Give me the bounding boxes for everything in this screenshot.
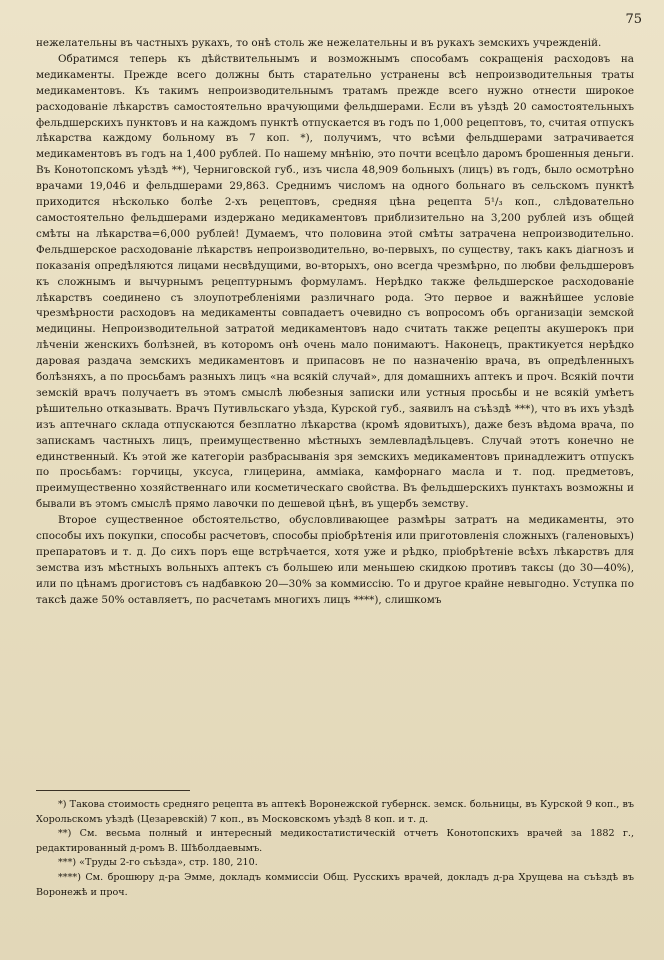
footnote-1: *) Такова стоимость средняго рецепта въ аптекѣ Воронежской губернск. земск. больницы, въ Курской 9 коп., въ Хорольскомъ уѣздѣ (Цезаревскій) 7 коп., въ Московскомъ уѣздѣ 8 коп. и т. д. [36,799,634,825]
footnote-4: ****) См. брошюру д-ра Эмме, докладъ коммиссіи Общ. Русскихъ врачей, докладъ д-ра Хрущева на съѣздѣ въ Воронежѣ и проч. [36,871,634,898]
footnote-2: **) См. весьма полный и интересный медикостатистическій отчетъ Конотопскихъ врачей за 1882 г., редактированный д-ромъ В. Шѣболдаевымъ. [36,828,634,854]
footnote-divider [36,790,190,791]
footnotes [36,798,634,900]
footnote-3: ***) «Труды 2-го съѣзда», стр. 180, 210. [58,857,258,869]
paragraph-medicine-expenses: Обратимся теперь къ дѣйствительнымъ и возможнымъ способамъ сокращенія расходовъ на медикаменты. Прежде всего должны быть старательно устранены всѣ непроизводительныя траты медикаментовъ. Къ такимъ непроизводительнымъ тратамъ прежде всего нужно отнести широкое расходованіе лѣкарствъ самостоятельно врачующими фельдшерами. Если въ уѣздѣ 20 самостоятельныхъ фельдшерскихъ пунктовъ и на каждомъ пунктѣ отпускается въ годъ по 1,000 рецептовъ, то, считая отпускъ лѣкарства каждому больному въ 7 коп. *), получимъ, что всѣми фельдшерами затрачивается медикаментовъ въ годъ на 1,400 рублей. По нашему мнѣнію, это почти всецѣло даромъ брошенныя деньги. Въ Конотопскомъ уѣздѣ **), Черниговской губ., изъ числа 48,909 больныхъ (лицъ) въ годъ, было осмотрѣно врачами 19,046 и фельдшерами 29,863. Среднимъ числомъ на одного больнаго въ сельскомъ пунктѣ приходится нѣсколько болѣе 2-хъ рецептовъ, средняя цѣна рецепта 5¹/₃ коп., слѣдовательно самостоятельно фельдшерами издержано медикаментовъ приблизительно на 3,200 рублей изъ общей смѣты на лѣкарства=6,000 рублей! Думаемъ, что половина этой смѣты затрачена непроизводительно. Фельдшерское расходованіе лѣкарствъ непроизводительно, во-первыхъ, по существу, такъ какъ діагнозъ и показанія опредѣляются лицами несвѣдущими, во-вторыхъ, оно всегда чрезмѣрно, по любви фельдшеровъ къ сложнымъ и вычурнымъ рецептурнымъ формуламъ. Нерѣдко также фельдшерское расходованіе лѣкарствъ соединено съ злоупотребленіями различнаго рода. Это первое и важнѣйшее условіе чрезмѣрности расходовъ на медикаменты совпадаетъ очевидно съ вопросомъ объ организаціи земской медицины. Непроизводительной затратой медикаментовъ надо считать также рецепты акушерокъ при лѣченіи женскихъ болѣзней, въ которомъ онѣ очень мало понимаютъ. Наконецъ, практикуется нерѣдко даровая раздача земскихъ медикаментовъ и припасовъ не по назначенію врача, въ опредѣленныхъ болѣзняхъ, а по просьбамъ разныхъ лицъ «на всякій случай», для домашнихъ аптекъ и проч. Всякій почти земскій врачъ получаетъ въ этомъ смыслѣ любезныя записки или устныя просьбы и не всякій умѣетъ рѣшительно отказывать. Врачъ Путивльскаго уѣзда, Курской губ., заявилъ на съѣздѣ ***), что въ ихъ уѣздѣ изъ аптечнаго склада отпускаются безплатно лѣкарства (кромѣ ядовитыхъ), даже безъ вѣдома врача, по запискамъ частныхъ лицъ, преимущественно мѣстныхъ землевладѣльцевъ. Случай этотъ конечно не единственный. Къ этой же категоріи разбрасыванія зря земскихъ медикаментовъ принадлежитъ отпускъ по просьбамъ: горчицы, уксуса, глицерина, аммiака, камфорнаго масла и т. под. предметовъ, преимущественно хозяйственнаго или косметическаго свойства. Въ фельдшерскихъ пунктахъ возможны и бывали въ этомъ смыслѣ прямо лавочки по дешевой цѣнѣ, въ ущербъ земству. [36,52,635,511]
paragraph-purchase-methods: Второе существенное обстоятельство, обусловливающее размѣры затратъ на медикаменты, это способы ихъ покупки, способы расчетовъ, способы пріобрѣтенія или приготовленія сложныхъ (галеновыхъ) препаратовъ и т. д. До сихъ поръ еще встрѣчается, хотя уже и рѣдко, пріобрѣтеніе всѣхъ лѣкарствъ для земства изъ мѣстныхъ вольныхъ аптекъ съ большею или меньшею скидкою противъ таксы (до 30—40%), или по цѣнамъ дрогистовъ съ надбавкою 20—30% за коммиссію. То и другое крайне невыгодно. Уступка по таксѣ даже 50% оставляетъ, по расчетамъ многихъ лицъ ****), слишкомъ [36,514,634,606]
main-text [36,36,634,609]
paragraph-continuation: нежелательны въ частныхъ рукахъ, то онѣ столь же нежелательны и въ рукахъ земскихъ учрежденій. [36,37,602,49]
page-number: 75 [625,12,642,27]
